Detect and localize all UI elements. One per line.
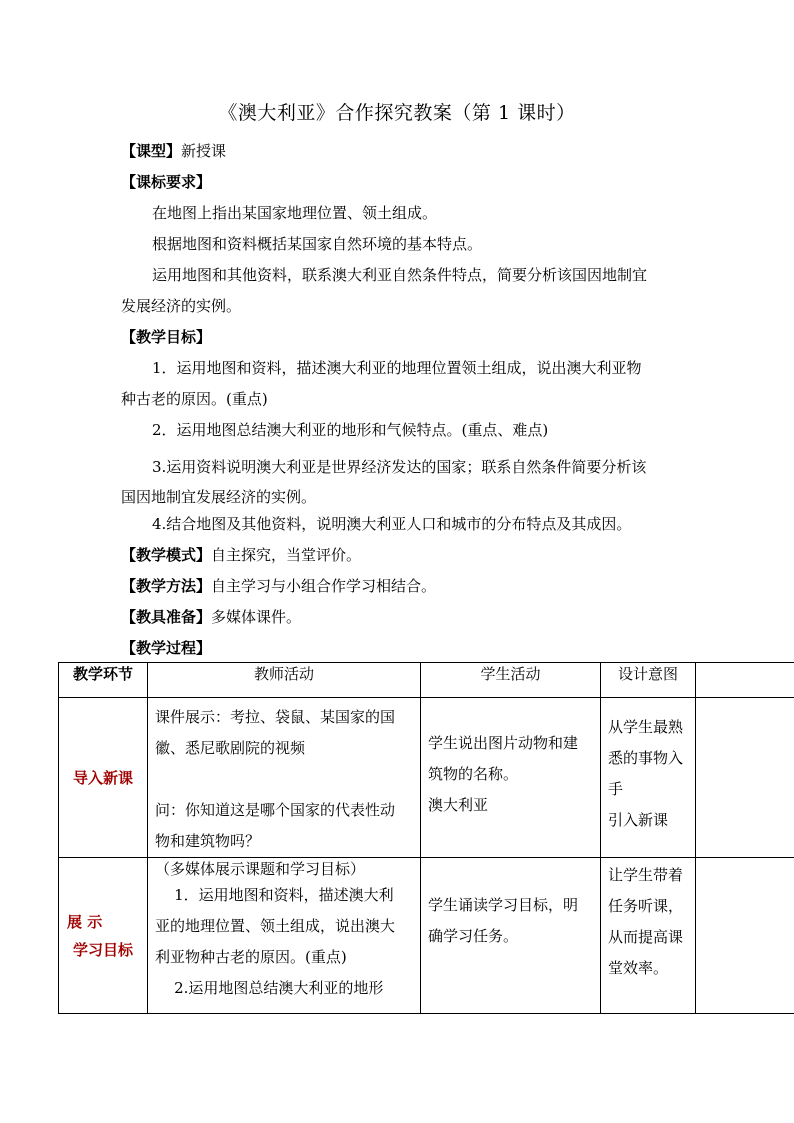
student-line: 筑物的名称。 [428,765,519,783]
stage-cell [59,858,148,1014]
objective-line: 2．运用地图总结澳大利亚的地形和气候特点。(重点、难点) [152,421,549,439]
table-row [59,858,794,1014]
intent-line: 任务听课， [608,897,684,915]
intent-line: 从学生最熟 [608,718,684,736]
lesson-type-label: 【课型】 [121,142,182,160]
objective-line: 国因地制宜发展经济的实例。 [121,488,317,506]
design-intent-cell [601,698,696,858]
mode-line [121,544,361,565]
extra-cell [696,698,794,858]
header-intent: 设计意图 [601,663,696,698]
method-label: 【教学方法】 [121,577,212,595]
prep-label: 【教具准备】 [121,608,212,626]
intent-line: 引入新课 [608,811,669,829]
objectives-label: 【教学目标】 [121,328,212,346]
intent-line: 手 [608,780,624,798]
stage-cell: 导入新课 [59,698,148,858]
lesson-type-line [121,140,226,161]
student-line: 澳大利亚 [428,796,489,814]
teacher-activity-cell [148,698,421,858]
stage-line: 展 示 [67,912,103,931]
header-student: 学生活动 [421,663,601,698]
student-activity-cell [421,698,601,858]
objective-line: 3.运用资料说明澳大利亚是世界经济发达的国家；联系自然条件简要分析该 [152,458,647,476]
teacher-line [155,764,420,795]
lesson-plan-table [58,662,794,1014]
standards-label: 【课标要求】 [121,173,212,191]
standards-item: 发展经济的实例。 [121,297,242,315]
method-line [121,575,436,596]
objective-line: 1．运用地图和资料，描述澳大利亚的地理位置领土组成，说出澳大利亚物 [152,359,642,377]
extra-cell [696,858,794,1014]
mode-value: 自主探究，当堂评价。 [211,546,362,564]
student-activity-cell [421,858,601,1014]
teacher-line: 利亚物种古老的原因。(重点) [155,948,347,966]
teacher-line: 物和建筑物吗？ [155,832,261,850]
prep-line [121,606,301,627]
standards-item: 在地图上指出某国家地理位置、领土组成。 [152,204,438,222]
process-label: 【教学过程】 [121,639,212,657]
intent-line: 从而提高课 [608,928,684,946]
prep-value: 多媒体课件。 [211,608,302,626]
mode-label: 【教学模式】 [121,546,212,564]
table-row [59,698,794,858]
stage-line: 学习目标 [72,940,133,959]
student-line: 确学习任务。 [428,927,519,945]
objective-line: 4.结合地图及其他资料，说明澳大利亚人口和城市的分布特点及其成因。 [152,515,632,533]
document-title: 《澳大利亚》合作探究教案（第 1 课时） [218,102,576,124]
teacher-line: 亚的地理位置、领土组成，说出澳大 [155,917,396,935]
teacher-line: 1．运用地图和资料，描述澳大利 [155,886,394,904]
student-line: 学生诵读学习目标，明 [428,896,579,914]
teacher-activity-cell [148,858,421,1014]
student-line: 学生说出图片动物和建 [428,734,579,752]
teacher-line: （多媒体展示课题和学习目标） [155,860,366,878]
table-header-row [59,663,794,698]
objective-line: 种古老的原因。(重点) [121,390,268,408]
teacher-line: 课件展示：考拉、袋鼠、某国家的国 [155,708,396,726]
intent-line: 让学生带着 [608,866,684,884]
intent-line: 悉的事物入 [608,749,684,767]
design-intent-cell [601,858,696,1014]
teacher-line: 2.运用地图总结澳大利亚的地形 [155,979,384,997]
standards-item: 根据地图和资料概括某国家自然环境的基本特点。 [152,235,483,253]
header-stage: 教学环节 [59,663,148,698]
method-value: 自主学习与小组合作学习相结合。 [211,577,437,595]
header-extra [696,663,794,698]
header-teacher: 教师活动 [148,663,421,698]
teacher-line: 问：你知道这是哪个国家的代表性动 [155,801,396,819]
intent-line: 堂效率。 [608,959,669,977]
teacher-line: 徽、悉尼歌剧院的视频 [155,739,306,757]
lesson-type-value: 新授课 [181,142,227,160]
standards-item: 运用地图和其他资料，联系澳大利亚自然条件特点，简要分析该国因地制宜 [152,266,648,284]
